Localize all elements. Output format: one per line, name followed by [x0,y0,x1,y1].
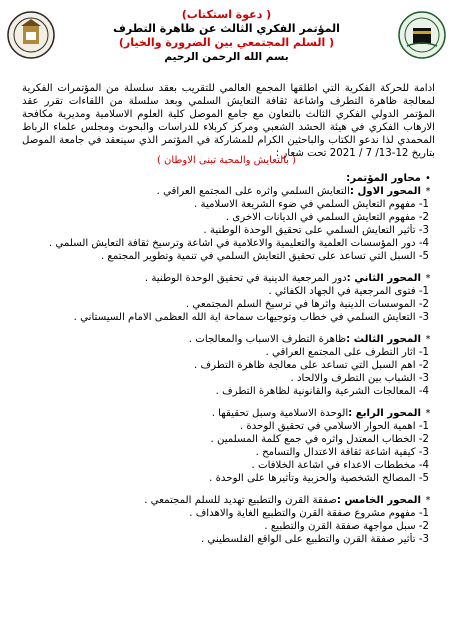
bullet-icon: • [425,173,431,184]
section-label: المحور الثالث : [346,334,421,345]
basmala: بسم الله الرحمن الرحيم [164,51,289,63]
section-item: 5- المصالح الشخصية والحزبية وتأثيرها على الوحدة . [209,473,429,484]
sections-heading-row [22,172,435,185]
section-item: 4- المعالجات الشرعية والقانونية لظاهرة التطرف . [215,386,429,397]
section-5 [22,494,435,546]
section-item: 3- الشباب بين التطرف والالحاد . [290,373,429,384]
section-label: المحور الخامس : [336,495,421,506]
university-seal-icon [6,10,56,60]
section-item: 4- مخططات الاعداء في اشاعة الخلافات . [251,460,429,471]
section-item: 3- تأثير التعايش السلمي على تحقيق الوحدة الوطنية . [203,225,429,236]
call-for-papers: ( دعوة استكتاب) [181,8,272,21]
section-item: 3- التعايش السلمي في خطاب وتوجيهات سماحة اية الله العظمى الامام السيستاني . [73,312,429,323]
section-item: 4- دور المؤسسات العلمية والتعليمية والاعلامية في اشاعة وترسيخ ثقافة التعايش السلمي . [48,238,429,249]
section-title: صفقة القرن والتطبيع تهديد للسلم المجتمعي . [144,495,337,506]
conference-slogan: ( بالتعايش والمحبة تبنى الاوطان ) [156,155,297,166]
header [0,4,453,76]
conference-title: المؤتمر الفكري الثالث عن ظاهرة التطرف [113,22,340,35]
section-item: 1- فتوى المرجعية في الجهاد الكفائي . [268,286,429,297]
section-heading [22,407,435,420]
section-heading [22,494,435,507]
section-item: 1- مفهوم مشروع صفقة القرن والتطبيع الغاية والاهداف . [189,508,429,519]
section-item: 3- كيفية اشاعة ثقافة الاعتدال والتسامح . [255,447,429,458]
section-item: 2- اهم السبل التي تساعد على معالجة ظاهرة التطرف . [194,360,429,371]
asterisk-icon: * [425,495,431,506]
section-label: المحور الثاني : [346,273,421,284]
section-2 [22,272,435,324]
kaaba-seal-icon [397,10,447,60]
sections-heading: محاور المؤتمر: [346,173,421,184]
section-item: 1- مفهوم التعايش السلمي في ضوء الشريعة الاسلامية . [194,199,429,210]
section-item: 5- السبل التي تساعد على تحقيق التعايش السلمي في تنمية وتطوير المجتمع . [100,251,429,262]
section-1 [22,185,435,263]
asterisk-icon: * [425,186,431,197]
section-title: ظاهرة التطرف الاسباب والمعالجات . [188,334,347,345]
section-item: 2- الخطاب المعتدل واثره في جمع كلمة المسلمين . [210,434,429,445]
asterisk-icon: * [425,273,431,284]
sections-body [22,172,435,555]
intro-paragraph: ادامة للحركة الفكرية التي اطلقها المجمع العالمي للتقريب بعقد سلسلة من المؤتمرات الفكرية لمعالجة ظاهرة التطرف واشاعة ثقافة التعايش السلمي وبعد سلسلة من اللقاءات تقرر عقد المؤتمر الدولي الفكري الثالث بالتعاون مع جامع الموصل كلية العلوم الاسلامية ومديرية مكافحة الارهاب الفكري في هيئة الحشد الشعبي ومركز كربلاء للدراسات والبحوث ومجلس علماء الرباط المحمدي لذا ندعو الكتاب والباحثين الكرام للمشاركة في المؤتمر الذي سينعقد في جامعة الموصل بتاريخ 12-13/ 7 / 2021 تحت شعار : [22,83,435,160]
section-heading [22,185,435,198]
section-item: 1- اثار التطرف على المجتمع العراقي . [265,347,429,358]
section-title: دور المرجعية الدينية في تحقيق الوحدة الوطنية . [144,273,347,284]
section-item: 2- الموسسات الدينية واثرها في ترسيخ السلم المجتمعي . [185,299,429,310]
section-heading [22,333,435,346]
asterisk-icon: * [425,334,431,345]
section-3 [22,333,435,398]
section-label: المحور الرابع : [348,408,421,419]
conference-theme: ( السلم المجتمعي بين الضرورة والخيار) [118,36,335,49]
section-item: 2- سبل مواجهة صفقة القرن والتطبيع . [264,521,429,532]
section-item: 1- اهمية الحوار الاسلامي في تحقيق الوحدة . [239,421,429,432]
section-title: الوحدة الاسلامية وسبل تحقيقها . [211,408,349,419]
section-item: 2- مفهوم التعايش السلمي في الديانات الاخرى . [225,212,429,223]
section-4 [22,407,435,485]
asterisk-icon: * [425,408,431,419]
section-heading [22,272,435,285]
section-title: التعايش السلمي واثره على المجتمع العراقي . [156,186,350,197]
section-label: المحور الاول : [349,186,421,197]
sections-list [22,185,435,546]
section-item: 3- تأثير صفقة القرن والتطبيع على الواقع الفلسطيني . [200,534,429,545]
